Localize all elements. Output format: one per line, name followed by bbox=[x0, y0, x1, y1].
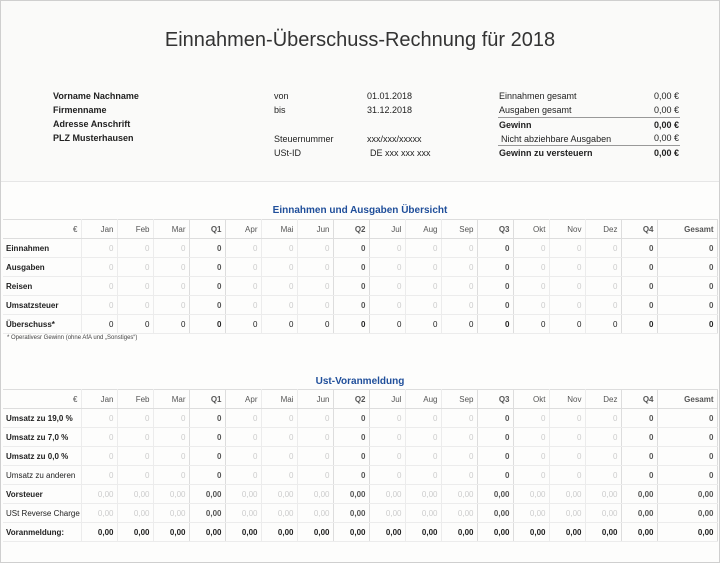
table-cell: 0 bbox=[81, 466, 117, 485]
table-cell: 0 bbox=[585, 277, 621, 296]
summary-value: 0,00 € bbox=[653, 91, 679, 101]
table-row bbox=[3, 504, 717, 523]
table-cell: 0 bbox=[225, 409, 261, 428]
table-cell: 0 bbox=[477, 315, 513, 334]
table-cell: 0 bbox=[81, 447, 117, 466]
table-cell: 0 bbox=[333, 239, 369, 258]
table-cell: 0 bbox=[225, 258, 261, 277]
table-cell: 0 bbox=[297, 239, 333, 258]
table-cell: 0 bbox=[585, 466, 621, 485]
table-row bbox=[3, 428, 717, 447]
company-name-line: Vorname Nachname bbox=[53, 91, 139, 101]
row-label: Überschuss* bbox=[3, 315, 81, 334]
table-cell: 0 bbox=[657, 258, 717, 277]
table-cell: 0 bbox=[513, 296, 549, 315]
table-cell: 0,00 bbox=[117, 485, 153, 504]
table-cell: 0,00 bbox=[117, 523, 153, 542]
column-header: Feb bbox=[117, 390, 153, 409]
table-cell: 0,00 bbox=[189, 504, 225, 523]
column-header: Q3 bbox=[477, 390, 513, 409]
table-row bbox=[3, 258, 717, 277]
table-cell: 0,00 bbox=[333, 485, 369, 504]
row-label: USt Reverse Charge bbox=[3, 504, 81, 523]
table-cell: 0,00 bbox=[657, 523, 717, 542]
column-header: Sep bbox=[441, 220, 477, 239]
table-cell: 0 bbox=[405, 277, 441, 296]
table-cell: 0,00 bbox=[117, 504, 153, 523]
table-row bbox=[3, 523, 717, 542]
table-cell: 0 bbox=[405, 239, 441, 258]
table-cell: 0 bbox=[117, 239, 153, 258]
table-cell: 0,00 bbox=[585, 485, 621, 504]
table-cell: 0 bbox=[585, 258, 621, 277]
table-cell: 0 bbox=[621, 258, 657, 277]
column-header: Jan bbox=[81, 390, 117, 409]
column-header: Mar bbox=[153, 390, 189, 409]
column-header: Jun bbox=[297, 390, 333, 409]
table-row bbox=[3, 296, 717, 315]
row-label: Umsatz zu 0,0 % bbox=[3, 447, 81, 466]
table-cell: 0,00 bbox=[261, 485, 297, 504]
table-cell: 0 bbox=[225, 466, 261, 485]
table-cell: 0,00 bbox=[81, 523, 117, 542]
table-cell: 0 bbox=[153, 466, 189, 485]
table-row bbox=[3, 485, 717, 504]
table-cell: 0 bbox=[333, 315, 369, 334]
table-cell: 0 bbox=[477, 447, 513, 466]
table-cell: 0 bbox=[585, 447, 621, 466]
vat-id-value: DE xxx xxx xxx bbox=[370, 148, 431, 158]
table-cell: 0,00 bbox=[405, 523, 441, 542]
table-cell: 0 bbox=[657, 447, 717, 466]
table-cell: 0 bbox=[117, 409, 153, 428]
table-cell: 0 bbox=[369, 447, 405, 466]
table-cell: 0 bbox=[333, 447, 369, 466]
table-cell: 0 bbox=[81, 315, 117, 334]
table-cell: 0 bbox=[261, 277, 297, 296]
table-cell: 0 bbox=[369, 277, 405, 296]
overview-footnote: * Operativesr Gewinn (ohne AfA und „Sonstiges“) bbox=[7, 335, 138, 341]
table-cell: 0,00 bbox=[621, 504, 657, 523]
company-firm-line: Firmenname bbox=[53, 105, 107, 115]
table-cell: 0,00 bbox=[81, 485, 117, 504]
table-cell: 0 bbox=[441, 258, 477, 277]
table-cell: 0 bbox=[225, 277, 261, 296]
table-cell: 0 bbox=[477, 258, 513, 277]
period-from-label: von bbox=[274, 91, 289, 101]
table-cell: 0 bbox=[549, 428, 585, 447]
table-cell: 0,00 bbox=[441, 485, 477, 504]
table-cell: 0 bbox=[621, 466, 657, 485]
summary-label: Gewinn zu versteuern bbox=[499, 148, 593, 158]
table-cell: 0,00 bbox=[189, 485, 225, 504]
table-cell: 0 bbox=[405, 315, 441, 334]
table-cell: 0 bbox=[477, 428, 513, 447]
table-cell: 0 bbox=[117, 447, 153, 466]
column-header: Q4 bbox=[621, 220, 657, 239]
table-cell: 0 bbox=[369, 466, 405, 485]
table-cell: 0 bbox=[621, 428, 657, 447]
table-cell: 0 bbox=[153, 428, 189, 447]
summary-divider bbox=[498, 117, 680, 118]
column-header: Jan bbox=[81, 220, 117, 239]
row-label: Umsatz zu 7,0 % bbox=[3, 428, 81, 447]
table-cell: 0 bbox=[549, 315, 585, 334]
table-cell: 0 bbox=[549, 277, 585, 296]
column-header: Nov bbox=[549, 220, 585, 239]
header-row bbox=[3, 390, 717, 409]
row-label: Reisen bbox=[3, 277, 81, 296]
table-cell: 0,00 bbox=[549, 523, 585, 542]
table-cell: 0,00 bbox=[153, 523, 189, 542]
table-cell: 0 bbox=[261, 428, 297, 447]
table-cell: 0 bbox=[297, 315, 333, 334]
summary-value: 0,00 € bbox=[653, 105, 679, 115]
table-cell: 0 bbox=[549, 409, 585, 428]
table-cell: 0,00 bbox=[441, 504, 477, 523]
column-header: Jul bbox=[369, 220, 405, 239]
table-cell: 0,00 bbox=[621, 485, 657, 504]
table-cell: 0 bbox=[477, 239, 513, 258]
table-cell: 0 bbox=[189, 447, 225, 466]
summary-value: 0,00 € bbox=[653, 133, 679, 143]
row-label: Voranmeldung: bbox=[3, 523, 81, 542]
column-header: Mai bbox=[261, 390, 297, 409]
column-header: Okt bbox=[513, 390, 549, 409]
table-cell: 0 bbox=[261, 447, 297, 466]
table-cell: 0 bbox=[585, 296, 621, 315]
table-cell: 0 bbox=[153, 409, 189, 428]
table-cell: 0,00 bbox=[297, 485, 333, 504]
summary-label: Ausgaben gesamt bbox=[499, 105, 572, 115]
table-cell: 0 bbox=[153, 277, 189, 296]
company-address-line: Adresse Anschrift bbox=[53, 119, 131, 129]
table-cell: 0 bbox=[189, 315, 225, 334]
table-cell: 0 bbox=[405, 409, 441, 428]
table-cell: 0 bbox=[153, 315, 189, 334]
table-cell: 0 bbox=[513, 277, 549, 296]
tax-number-label: Steuernummer bbox=[274, 134, 334, 144]
table-cell: 0 bbox=[513, 315, 549, 334]
table-cell: 0,00 bbox=[621, 523, 657, 542]
summary-value: 0,00 € bbox=[653, 120, 679, 130]
table-row bbox=[3, 239, 717, 258]
table-cell: 0 bbox=[81, 428, 117, 447]
table-cell: 0 bbox=[189, 277, 225, 296]
column-header: Gesamt bbox=[657, 220, 717, 239]
table-cell: 0 bbox=[513, 428, 549, 447]
table-cell: 0,00 bbox=[477, 504, 513, 523]
table-cell: 0,00 bbox=[549, 485, 585, 504]
table-cell: 0,00 bbox=[477, 523, 513, 542]
table-cell: 0 bbox=[621, 239, 657, 258]
table-cell: 0 bbox=[441, 409, 477, 428]
table-cell: 0 bbox=[405, 466, 441, 485]
table-cell: 0 bbox=[657, 239, 717, 258]
table-cell: 0 bbox=[333, 409, 369, 428]
table-cell: 0 bbox=[657, 466, 717, 485]
table-cell: 0 bbox=[549, 239, 585, 258]
row-label: Umsatz zu 19,0 % bbox=[3, 409, 81, 428]
table-cell: 0 bbox=[621, 447, 657, 466]
table-cell: 0 bbox=[441, 466, 477, 485]
column-header: Dez bbox=[585, 390, 621, 409]
summary-value: 0,00 € bbox=[653, 148, 679, 158]
column-header: Feb bbox=[117, 220, 153, 239]
table-cell: 0 bbox=[657, 409, 717, 428]
overview-section-title: Einnahmen und Ausgaben Übersicht bbox=[272, 205, 448, 216]
table-row bbox=[3, 409, 717, 428]
table-cell: 0,00 bbox=[585, 523, 621, 542]
column-header: Apr bbox=[225, 390, 261, 409]
table-cell: 0 bbox=[117, 296, 153, 315]
table-cell: 0 bbox=[369, 296, 405, 315]
table-cell: 0,00 bbox=[225, 485, 261, 504]
table-cell: 0 bbox=[441, 296, 477, 315]
table-cell: 0 bbox=[621, 296, 657, 315]
table-cell: 0 bbox=[441, 447, 477, 466]
row-label: Einnahmen bbox=[3, 239, 81, 258]
table-cell: 0,00 bbox=[585, 504, 621, 523]
table-cell: 0 bbox=[189, 296, 225, 315]
column-header: Q4 bbox=[621, 390, 657, 409]
table-cell: 0 bbox=[117, 466, 153, 485]
table-cell: 0 bbox=[81, 296, 117, 315]
table-cell: 0 bbox=[369, 428, 405, 447]
table-cell: 0,00 bbox=[477, 485, 513, 504]
table-cell: 0 bbox=[369, 239, 405, 258]
table-cell: 0,00 bbox=[513, 485, 549, 504]
table-cell: 0 bbox=[657, 277, 717, 296]
table-cell: 0 bbox=[441, 428, 477, 447]
table-cell: 0 bbox=[261, 258, 297, 277]
table-cell: 0 bbox=[297, 296, 333, 315]
column-header: Jul bbox=[369, 390, 405, 409]
table-cell: 0 bbox=[585, 239, 621, 258]
table-cell: 0 bbox=[297, 466, 333, 485]
table-cell: 0 bbox=[153, 447, 189, 466]
table-cell: 0 bbox=[405, 447, 441, 466]
table-cell: 0,00 bbox=[189, 523, 225, 542]
table-cell: 0,00 bbox=[369, 485, 405, 504]
page-title: Einnahmen-Überschuss-Rechnung für 2018 bbox=[164, 29, 556, 51]
column-header: Q1 bbox=[189, 220, 225, 239]
table-cell: 0 bbox=[441, 239, 477, 258]
table-cell: 0 bbox=[369, 315, 405, 334]
table-cell: 0 bbox=[297, 409, 333, 428]
summary-label: Nicht abziehbare Ausgaben bbox=[501, 134, 612, 144]
table-cell: 0 bbox=[189, 258, 225, 277]
table-cell: 0 bbox=[441, 277, 477, 296]
table-row bbox=[3, 447, 717, 466]
period-from-value: 01.01.2018 bbox=[367, 91, 413, 101]
table-row bbox=[3, 315, 717, 334]
column-header: Q3 bbox=[477, 220, 513, 239]
table-cell: 0 bbox=[405, 428, 441, 447]
vat-id-label: USt-ID bbox=[274, 148, 301, 158]
table-cell: 0 bbox=[549, 258, 585, 277]
table-cell: 0 bbox=[225, 447, 261, 466]
table-cell: 0 bbox=[117, 315, 153, 334]
column-header: Apr bbox=[225, 220, 261, 239]
table-cell: 0,00 bbox=[369, 523, 405, 542]
table-cell: 0 bbox=[117, 428, 153, 447]
table-cell: 0,00 bbox=[549, 504, 585, 523]
table-cell: 0 bbox=[81, 409, 117, 428]
table-cell: 0,00 bbox=[333, 504, 369, 523]
table-cell: 0 bbox=[477, 409, 513, 428]
table-cell: 0,00 bbox=[333, 523, 369, 542]
table-cell: 0 bbox=[621, 277, 657, 296]
table-cell: 0,00 bbox=[657, 504, 717, 523]
table-cell: 0 bbox=[225, 315, 261, 334]
table-cell: 0 bbox=[333, 466, 369, 485]
table-cell: 0 bbox=[513, 466, 549, 485]
row-label: Umsatz zu anderen bbox=[3, 466, 81, 485]
column-header: Gesamt bbox=[657, 390, 717, 409]
table-cell: 0 bbox=[189, 466, 225, 485]
table-cell: 0 bbox=[81, 258, 117, 277]
column-header: Okt bbox=[513, 220, 549, 239]
table-cell: 0 bbox=[225, 428, 261, 447]
column-header: Sep bbox=[441, 390, 477, 409]
row-label: Vorsteuer bbox=[3, 485, 81, 504]
column-header: € bbox=[3, 390, 81, 409]
table-cell: 0 bbox=[477, 466, 513, 485]
table-cell: 0 bbox=[585, 428, 621, 447]
column-header: Jun bbox=[297, 220, 333, 239]
table-cell: 0 bbox=[477, 296, 513, 315]
table-cell: 0 bbox=[261, 315, 297, 334]
summary-label: Gewinn bbox=[499, 120, 532, 130]
table-cell: 0,00 bbox=[405, 504, 441, 523]
table-cell: 0 bbox=[297, 277, 333, 296]
table-cell: 0 bbox=[405, 258, 441, 277]
table-cell: 0,00 bbox=[153, 504, 189, 523]
table-cell: 0,00 bbox=[405, 485, 441, 504]
table-cell: 0 bbox=[657, 296, 717, 315]
table-cell: 0,00 bbox=[261, 523, 297, 542]
table-cell: 0 bbox=[513, 258, 549, 277]
table-cell: 0 bbox=[333, 258, 369, 277]
table-cell: 0 bbox=[297, 447, 333, 466]
table-cell: 0 bbox=[153, 258, 189, 277]
table-cell: 0 bbox=[189, 239, 225, 258]
table-cell: 0,00 bbox=[153, 485, 189, 504]
table-cell: 0,00 bbox=[513, 523, 549, 542]
table-cell: 0 bbox=[297, 428, 333, 447]
table-cell: 0,00 bbox=[261, 504, 297, 523]
table-cell: 0 bbox=[297, 258, 333, 277]
table-cell: 0 bbox=[225, 239, 261, 258]
ust-section-title: Ust-Voranmeldung bbox=[315, 376, 405, 387]
column-header: Nov bbox=[549, 390, 585, 409]
column-header: Q1 bbox=[189, 390, 225, 409]
table-cell: 0 bbox=[549, 296, 585, 315]
column-header: Q2 bbox=[333, 390, 369, 409]
period-to-label: bis bbox=[274, 105, 286, 115]
table-cell: 0 bbox=[153, 239, 189, 258]
table-cell: 0 bbox=[585, 315, 621, 334]
table-cell: 0 bbox=[225, 296, 261, 315]
table-cell: 0 bbox=[585, 409, 621, 428]
table-cell: 0 bbox=[405, 296, 441, 315]
row-label: Ausgaben bbox=[3, 258, 81, 277]
table-cell: 0 bbox=[333, 428, 369, 447]
table-cell: 0 bbox=[117, 258, 153, 277]
table-cell: 0 bbox=[549, 447, 585, 466]
table-cell: 0 bbox=[153, 296, 189, 315]
table-cell: 0 bbox=[261, 296, 297, 315]
column-header: Q2 bbox=[333, 220, 369, 239]
table-cell: 0 bbox=[513, 409, 549, 428]
period-to-value: 31.12.2018 bbox=[367, 105, 413, 115]
summary-label: Einnahmen gesamt bbox=[499, 91, 577, 101]
table-cell: 0 bbox=[333, 277, 369, 296]
table-cell: 0 bbox=[657, 315, 717, 334]
column-header: Aug bbox=[405, 390, 441, 409]
tax-number-value: xxx/xxx/xxxxx bbox=[367, 134, 422, 144]
summary-divider bbox=[498, 145, 680, 146]
table-cell: 0,00 bbox=[369, 504, 405, 523]
table-cell: 0 bbox=[657, 428, 717, 447]
table-cell: 0,00 bbox=[225, 523, 261, 542]
table-cell: 0 bbox=[261, 239, 297, 258]
table-cell: 0 bbox=[441, 315, 477, 334]
overview-table bbox=[3, 219, 718, 334]
table-cell: 0 bbox=[333, 296, 369, 315]
column-header: Mar bbox=[153, 220, 189, 239]
column-header: Aug bbox=[405, 220, 441, 239]
table-cell: 0 bbox=[621, 409, 657, 428]
table-cell: 0 bbox=[189, 409, 225, 428]
table-cell: 0 bbox=[513, 239, 549, 258]
table-row bbox=[3, 277, 717, 296]
table-cell: 0,00 bbox=[225, 504, 261, 523]
table-cell: 0 bbox=[81, 277, 117, 296]
table-cell: 0 bbox=[477, 277, 513, 296]
table-row bbox=[3, 466, 717, 485]
table-cell: 0 bbox=[189, 428, 225, 447]
table-cell: 0 bbox=[621, 315, 657, 334]
table-cell: 0 bbox=[549, 466, 585, 485]
column-header: € bbox=[3, 220, 81, 239]
table-cell: 0 bbox=[261, 466, 297, 485]
table-cell: 0 bbox=[261, 409, 297, 428]
table-cell: 0 bbox=[513, 447, 549, 466]
table-cell: 0 bbox=[369, 258, 405, 277]
company-city-line: PLZ Musterhausen bbox=[53, 133, 134, 143]
table-cell: 0,00 bbox=[513, 504, 549, 523]
table-cell: 0,00 bbox=[81, 504, 117, 523]
table-cell: 0 bbox=[369, 409, 405, 428]
table-cell: 0 bbox=[81, 239, 117, 258]
ust-table bbox=[3, 389, 718, 542]
header-row bbox=[3, 220, 717, 239]
table-cell: 0,00 bbox=[297, 523, 333, 542]
column-header: Mai bbox=[261, 220, 297, 239]
table-cell: 0,00 bbox=[297, 504, 333, 523]
table-cell: 0,00 bbox=[657, 485, 717, 504]
table-cell: 0 bbox=[117, 277, 153, 296]
table-cell: 0,00 bbox=[441, 523, 477, 542]
column-header: Dez bbox=[585, 220, 621, 239]
row-label: Umsatzsteuer bbox=[3, 296, 81, 315]
